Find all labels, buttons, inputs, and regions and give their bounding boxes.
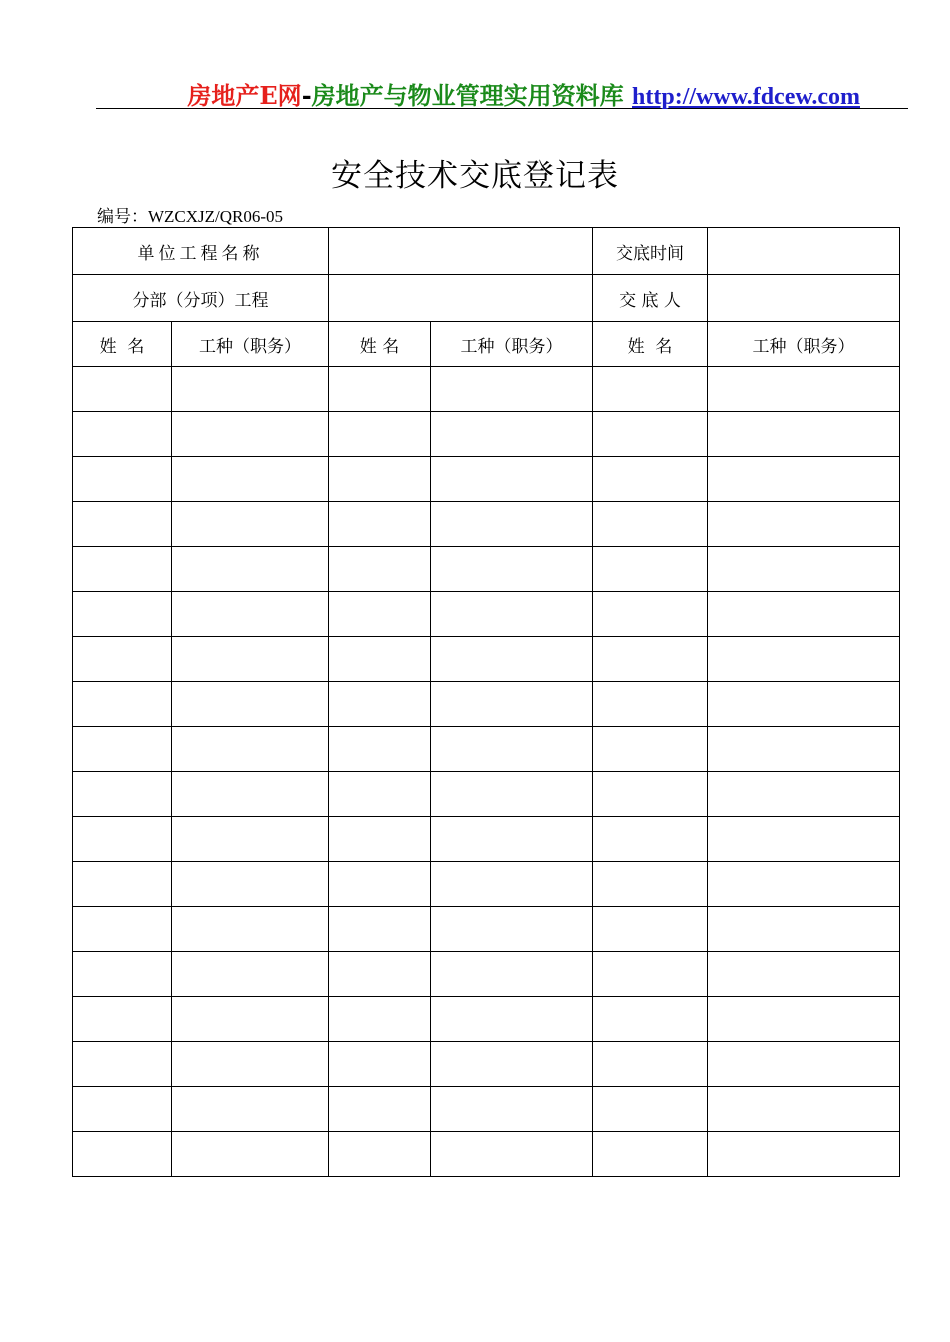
name-cell[interactable] bbox=[329, 682, 431, 727]
name-cell[interactable] bbox=[593, 457, 708, 502]
trade-cell[interactable] bbox=[708, 1132, 900, 1177]
name-cell[interactable] bbox=[329, 952, 431, 997]
name-cell[interactable] bbox=[73, 682, 172, 727]
name-cell[interactable] bbox=[593, 682, 708, 727]
briefer-label: 交 底 人 bbox=[593, 275, 708, 322]
name-cell[interactable] bbox=[329, 1042, 431, 1087]
trade-cell[interactable] bbox=[708, 592, 900, 637]
trade-cell[interactable] bbox=[708, 817, 900, 862]
trade-cell[interactable] bbox=[172, 682, 329, 727]
name-cell[interactable] bbox=[73, 952, 172, 997]
column-header-row bbox=[73, 322, 900, 367]
name-cell[interactable] bbox=[73, 1087, 172, 1132]
name-cell[interactable] bbox=[329, 367, 431, 412]
trade-cell[interactable] bbox=[172, 727, 329, 772]
briefing-time-field[interactable] bbox=[708, 228, 900, 275]
trade-cell[interactable] bbox=[431, 547, 593, 592]
doc-number: 编号：WZCXJZ/QR06-05 bbox=[97, 207, 284, 226]
header-separator: - bbox=[301, 81, 312, 110]
trade-cell[interactable] bbox=[708, 862, 900, 907]
name-cell[interactable] bbox=[329, 457, 431, 502]
trade-cell[interactable] bbox=[431, 772, 593, 817]
trade-cell[interactable] bbox=[708, 727, 900, 772]
name-cell[interactable] bbox=[73, 727, 172, 772]
table-row bbox=[73, 907, 900, 952]
name-cell[interactable] bbox=[593, 952, 708, 997]
table-row bbox=[73, 547, 900, 592]
name-cell[interactable] bbox=[73, 367, 172, 412]
name-cell[interactable] bbox=[73, 997, 172, 1042]
trade-cell[interactable] bbox=[172, 907, 329, 952]
trade-cell[interactable] bbox=[431, 367, 593, 412]
trade-cell[interactable] bbox=[431, 592, 593, 637]
trade-cell[interactable] bbox=[708, 772, 900, 817]
name-cell[interactable] bbox=[593, 1087, 708, 1132]
table-row bbox=[73, 997, 900, 1042]
trade-cell[interactable] bbox=[431, 412, 593, 457]
trade-cell[interactable] bbox=[708, 502, 900, 547]
trade-cell[interactable] bbox=[708, 952, 900, 997]
col-header-name-3: 姓 名 bbox=[593, 322, 708, 367]
data-rows bbox=[73, 367, 900, 1177]
name-cell[interactable] bbox=[73, 1042, 172, 1087]
trade-cell[interactable] bbox=[431, 502, 593, 547]
briefing-time-label: 交底时间 bbox=[593, 228, 708, 275]
name-cell[interactable] bbox=[329, 547, 431, 592]
name-cell[interactable] bbox=[329, 502, 431, 547]
trade-cell[interactable] bbox=[172, 997, 329, 1042]
briefer-field[interactable] bbox=[708, 275, 900, 322]
name-cell[interactable] bbox=[593, 772, 708, 817]
trade-cell[interactable] bbox=[172, 1132, 329, 1177]
name-cell[interactable] bbox=[593, 862, 708, 907]
trade-cell[interactable] bbox=[708, 1042, 900, 1087]
site-tagline: 房地产与物业管理实用资料库 bbox=[311, 81, 624, 110]
registration-table bbox=[72, 227, 900, 1177]
trade-cell[interactable] bbox=[708, 1087, 900, 1132]
table-row bbox=[73, 1132, 900, 1177]
trade-cell[interactable] bbox=[431, 637, 593, 682]
trade-cell[interactable] bbox=[431, 1132, 593, 1177]
name-cell[interactable] bbox=[329, 637, 431, 682]
name-cell[interactable] bbox=[329, 592, 431, 637]
page-title: 安全技术交底登记表 bbox=[331, 158, 619, 194]
name-cell[interactable] bbox=[593, 1132, 708, 1177]
trade-cell[interactable] bbox=[172, 1042, 329, 1087]
trade-cell[interactable] bbox=[431, 682, 593, 727]
trade-cell[interactable] bbox=[431, 817, 593, 862]
table-row bbox=[73, 952, 900, 997]
name-cell[interactable] bbox=[73, 637, 172, 682]
name-cell[interactable] bbox=[593, 1042, 708, 1087]
name-cell[interactable] bbox=[73, 772, 172, 817]
table-row bbox=[73, 727, 900, 772]
trade-cell[interactable] bbox=[172, 412, 329, 457]
trade-cell[interactable] bbox=[708, 457, 900, 502]
name-cell[interactable] bbox=[329, 817, 431, 862]
name-cell[interactable] bbox=[593, 592, 708, 637]
name-cell[interactable] bbox=[73, 862, 172, 907]
table-row bbox=[73, 682, 900, 727]
name-cell[interactable] bbox=[329, 1087, 431, 1132]
trade-cell[interactable] bbox=[172, 502, 329, 547]
name-cell[interactable] bbox=[73, 907, 172, 952]
trade-cell[interactable] bbox=[708, 367, 900, 412]
name-cell[interactable] bbox=[593, 502, 708, 547]
table-row bbox=[73, 1042, 900, 1087]
name-cell[interactable] bbox=[593, 637, 708, 682]
name-cell[interactable] bbox=[73, 547, 172, 592]
table-row bbox=[73, 367, 900, 412]
trade-cell[interactable] bbox=[708, 682, 900, 727]
trade-cell[interactable] bbox=[431, 907, 593, 952]
trade-cell[interactable] bbox=[431, 727, 593, 772]
trade-cell[interactable] bbox=[172, 457, 329, 502]
name-cell[interactable] bbox=[593, 547, 708, 592]
trade-cell[interactable] bbox=[172, 817, 329, 862]
trade-cell[interactable] bbox=[431, 457, 593, 502]
table-row bbox=[73, 862, 900, 907]
unit-project-field[interactable] bbox=[329, 228, 593, 275]
site-header bbox=[96, 72, 908, 109]
sub-project-field[interactable] bbox=[329, 275, 593, 322]
name-cell[interactable] bbox=[73, 817, 172, 862]
trade-cell[interactable] bbox=[708, 637, 900, 682]
table-row bbox=[73, 592, 900, 637]
trade-cell[interactable] bbox=[172, 862, 329, 907]
name-cell[interactable] bbox=[73, 457, 172, 502]
col-header-trade-1: 工种（职务） bbox=[172, 322, 329, 367]
table-row bbox=[73, 1087, 900, 1132]
sub-project-label: 分部（分项）工程 bbox=[73, 275, 329, 322]
trade-cell[interactable] bbox=[172, 772, 329, 817]
site-name: 房地产E网 bbox=[187, 81, 302, 110]
site-link[interactable]: http://www.fdcew.com bbox=[632, 84, 860, 110]
trade-cell[interactable] bbox=[431, 1042, 593, 1087]
trade-cell[interactable] bbox=[708, 907, 900, 952]
trade-cell[interactable] bbox=[431, 997, 593, 1042]
name-cell[interactable] bbox=[73, 592, 172, 637]
table-row bbox=[73, 637, 900, 682]
info-row-unit-project bbox=[73, 228, 900, 275]
col-header-name-1: 姓 名 bbox=[73, 322, 172, 367]
table-row bbox=[73, 817, 900, 862]
col-header-trade-3: 工种（职务） bbox=[708, 322, 900, 367]
trade-cell[interactable] bbox=[172, 547, 329, 592]
table-row bbox=[73, 412, 900, 457]
info-row-sub-project bbox=[73, 275, 900, 322]
trade-cell[interactable] bbox=[172, 592, 329, 637]
trade-cell[interactable] bbox=[172, 952, 329, 997]
table-row bbox=[73, 502, 900, 547]
name-cell[interactable] bbox=[593, 997, 708, 1042]
trade-cell[interactable] bbox=[708, 997, 900, 1042]
table-row bbox=[73, 772, 900, 817]
col-header-trade-2: 工种（职务） bbox=[431, 322, 593, 367]
name-cell[interactable] bbox=[329, 1132, 431, 1177]
name-cell[interactable] bbox=[329, 997, 431, 1042]
name-cell[interactable] bbox=[329, 772, 431, 817]
name-cell[interactable] bbox=[73, 1132, 172, 1177]
trade-cell[interactable] bbox=[708, 412, 900, 457]
trade-cell[interactable] bbox=[431, 862, 593, 907]
name-cell[interactable] bbox=[329, 862, 431, 907]
name-cell[interactable] bbox=[593, 367, 708, 412]
name-cell[interactable] bbox=[329, 727, 431, 772]
name-cell[interactable] bbox=[73, 502, 172, 547]
name-cell[interactable] bbox=[593, 817, 708, 862]
name-cell[interactable] bbox=[593, 727, 708, 772]
name-cell[interactable] bbox=[73, 412, 172, 457]
name-cell[interactable] bbox=[593, 412, 708, 457]
name-cell[interactable] bbox=[593, 907, 708, 952]
unit-project-label: 单位工程名称 bbox=[73, 228, 329, 275]
name-cell[interactable] bbox=[329, 907, 431, 952]
site-header-text bbox=[187, 76, 860, 111]
col-header-name-2: 姓 名 bbox=[329, 322, 431, 367]
trade-cell[interactable] bbox=[431, 1087, 593, 1132]
name-cell[interactable] bbox=[329, 412, 431, 457]
table-row bbox=[73, 457, 900, 502]
trade-cell[interactable] bbox=[431, 952, 593, 997]
trade-cell[interactable] bbox=[172, 637, 329, 682]
trade-cell[interactable] bbox=[172, 1087, 329, 1132]
trade-cell[interactable] bbox=[708, 547, 900, 592]
trade-cell[interactable] bbox=[172, 367, 329, 412]
